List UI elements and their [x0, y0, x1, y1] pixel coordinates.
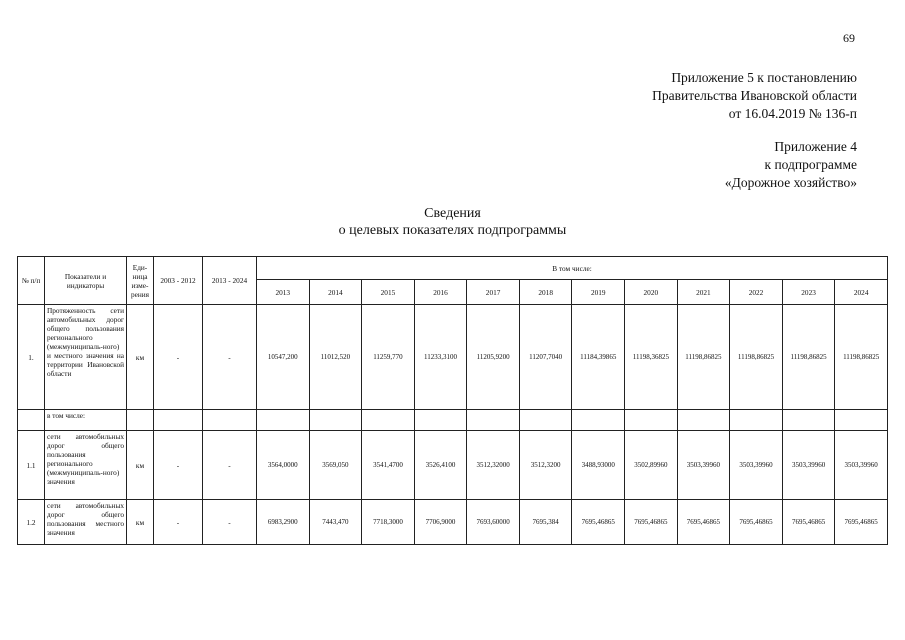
header-year: 2013	[257, 280, 310, 305]
header-year: 2021	[677, 280, 730, 305]
header-name: Показатели и индикаторы	[45, 257, 127, 305]
empty-cell	[467, 410, 520, 431]
year-value: 7693,60000	[467, 500, 520, 545]
header-year: 2022	[730, 280, 783, 305]
empty-cell	[782, 410, 835, 431]
year-value: 3512,32000	[467, 431, 520, 500]
year-value: 3526,4100	[414, 431, 467, 500]
year-value: 11198,86825	[730, 305, 783, 410]
header-year: 2015	[362, 280, 415, 305]
year-value: 7695,46865	[782, 500, 835, 545]
year-value: 11198,86825	[835, 305, 888, 410]
page-number: 69	[843, 31, 855, 45]
appendix-5-line-2: Правительства Ивановской области	[652, 88, 857, 103]
empty-cell	[625, 410, 678, 431]
empty-cell	[257, 410, 310, 431]
period-2-value: -	[203, 431, 257, 500]
title-line-2: о целевых показателях подпрограммы	[338, 223, 567, 238]
year-value: 7443,470	[309, 500, 362, 545]
year-value: 3541,4700	[362, 431, 415, 500]
empty-cell	[572, 410, 625, 431]
unit-cell: км	[127, 305, 154, 410]
year-value: 11184,39865	[572, 305, 625, 410]
appendix-5-line-3: от 16.04.2019 № 136-п	[728, 106, 857, 121]
year-value: 3503,39960	[835, 431, 888, 500]
table-row	[18, 305, 888, 410]
empty-cell	[730, 410, 783, 431]
year-value: 7695,46865	[625, 500, 678, 545]
header-year: 2017	[467, 280, 520, 305]
period-1-value: -	[154, 431, 203, 500]
header-row-top	[18, 257, 888, 280]
unit-cell: км	[127, 431, 154, 500]
header-including: В том числе:	[257, 257, 888, 280]
header-year: 2020	[625, 280, 678, 305]
header-year: 2018	[519, 280, 572, 305]
empty-cell	[835, 410, 888, 431]
year-value: 11012,520	[309, 305, 362, 410]
header-unit: Еди-ница изме-рения	[127, 257, 154, 305]
year-value: 3564,0000	[257, 431, 310, 500]
year-value: 3502,89960	[625, 431, 678, 500]
year-value: 3503,39960	[782, 431, 835, 500]
header-year: 2023	[782, 280, 835, 305]
appendix-4-line-1: Приложение 4	[774, 139, 857, 154]
year-value: 7695,46865	[677, 500, 730, 545]
year-value: 7718,3000	[362, 500, 415, 545]
table-row	[18, 431, 888, 500]
year-value: 7706,9000	[414, 500, 467, 545]
year-value: 11198,86825	[677, 305, 730, 410]
appendix-5-reference	[652, 69, 857, 123]
empty-cell	[127, 410, 154, 431]
empty-cell	[309, 410, 362, 431]
year-value: 11233,3100	[414, 305, 467, 410]
year-value: 11259,770	[362, 305, 415, 410]
year-value: 7695,46865	[730, 500, 783, 545]
table-row	[18, 410, 888, 431]
period-1-value: -	[154, 305, 203, 410]
year-value: 11207,7040	[519, 305, 572, 410]
title-line-1: Сведения	[424, 206, 481, 221]
year-value: 3488,93000	[572, 431, 625, 500]
year-value: 11198,36825	[625, 305, 678, 410]
indicators-table	[17, 256, 888, 545]
header-year: 2024	[835, 280, 888, 305]
year-value: 3503,39960	[730, 431, 783, 500]
header-num: № п/п	[18, 257, 45, 305]
year-value: 3503,39960	[677, 431, 730, 500]
appendix-5-line-1: Приложение 5 к постановлению	[671, 70, 857, 85]
table-row	[18, 500, 888, 545]
year-value: 6983,2900	[257, 500, 310, 545]
empty-cell	[154, 410, 203, 431]
header-year: 2016	[414, 280, 467, 305]
header-year: 2014	[309, 280, 362, 305]
year-value: 10547,200	[257, 305, 310, 410]
year-value: 3569,050	[309, 431, 362, 500]
indicator-name: сети автомобильных дорог общего пользования регионального (межмуниципаль-ного) значения	[45, 431, 127, 500]
row-number: 1.2	[18, 500, 45, 545]
document-title	[0, 205, 905, 239]
year-value: 7695,384	[519, 500, 572, 545]
year-value: 7695,46865	[835, 500, 888, 545]
empty-cell	[18, 410, 45, 431]
row-number: 1.1	[18, 431, 45, 500]
year-value: 7695,46865	[572, 500, 625, 545]
empty-cell	[203, 410, 257, 431]
header-year: 2019	[572, 280, 625, 305]
indicator-name: Протяженность сети автомобильных дорог общего пользования регионального (межмуниципаль-ного) и местного значения на территории Ивановской области	[45, 305, 127, 410]
empty-cell	[362, 410, 415, 431]
year-value: 11198,86825	[782, 305, 835, 410]
year-value: 3512,3200	[519, 431, 572, 500]
appendix-4-line-2: к подпрограмме	[764, 157, 857, 172]
empty-cell	[519, 410, 572, 431]
empty-cell	[677, 410, 730, 431]
header-period-2013-2024: 2013 - 2024	[203, 257, 257, 305]
appendix-4-line-3: «Дорожное хозяйство»	[724, 175, 857, 190]
period-2-value: -	[203, 500, 257, 545]
row-number: 1.	[18, 305, 45, 410]
unit-cell: км	[127, 500, 154, 545]
indicator-name: сети автомобильных дорог общего пользования местного значения	[45, 500, 127, 545]
appendix-4-reference	[725, 138, 857, 192]
header-period-2003-2012: 2003 - 2012	[154, 257, 203, 305]
including-label: в том числе:	[45, 410, 127, 431]
year-value: 11205,9200	[467, 305, 520, 410]
period-2-value: -	[203, 305, 257, 410]
period-1-value: -	[154, 500, 203, 545]
empty-cell	[414, 410, 467, 431]
